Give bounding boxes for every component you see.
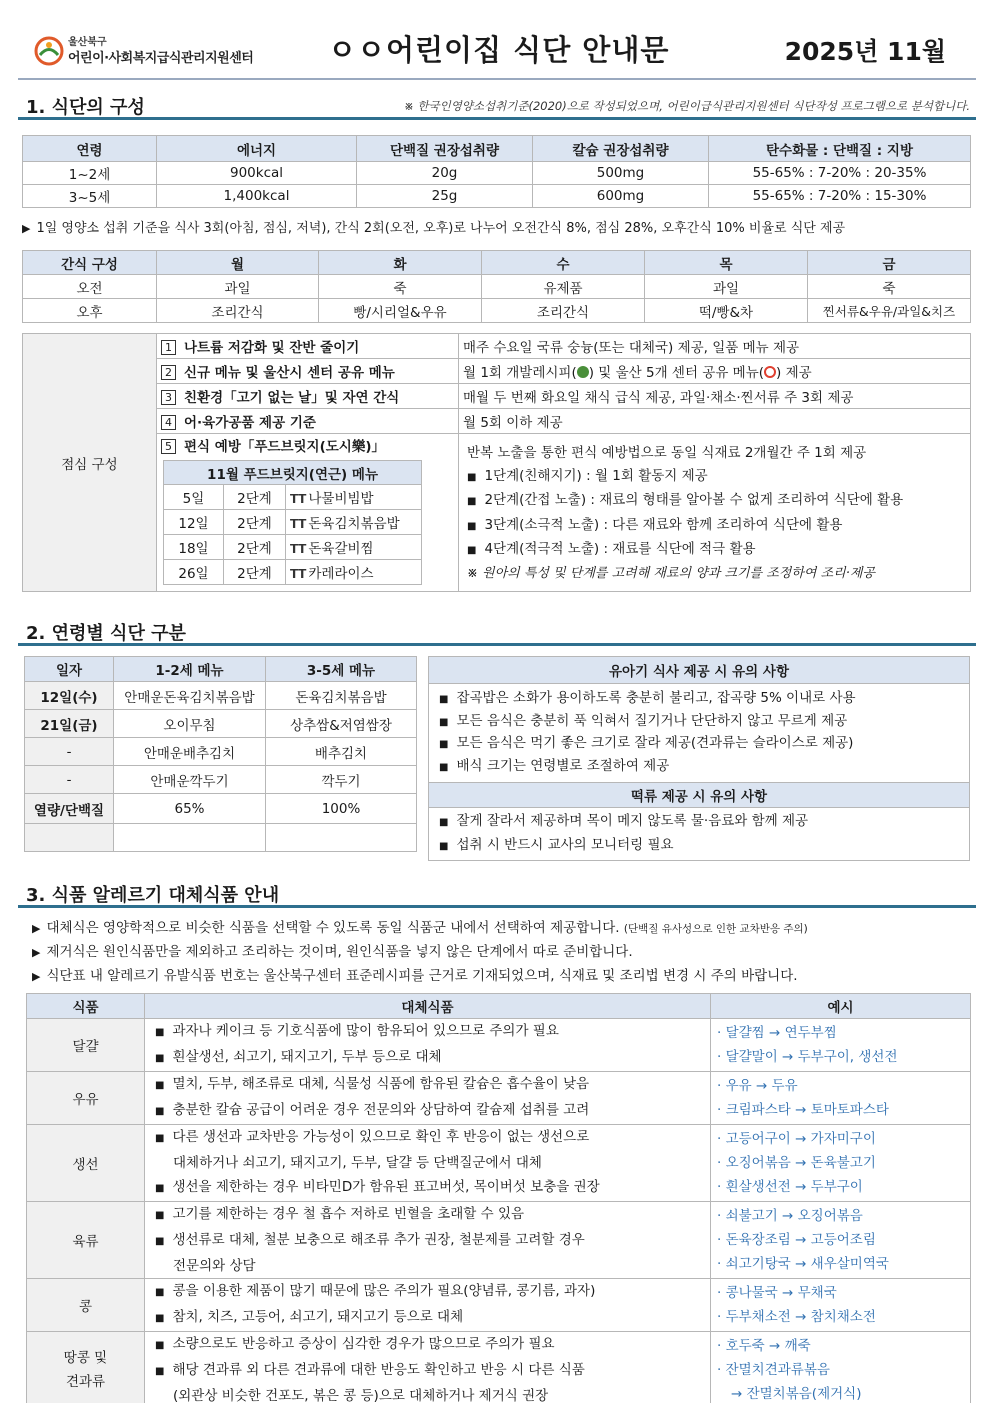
square-bullet-icon: ■ [439, 817, 449, 828]
lunch-item-title [157, 434, 458, 460]
snack-cell: 오전 [23, 275, 157, 299]
allergy-food: 콩 [27, 1279, 145, 1332]
age-menu-header: 1-2세 메뉴 [114, 657, 266, 682]
nutrition-cell: 3~5세 [23, 185, 157, 208]
foodbridge-step [467, 514, 962, 539]
lunch-item-desc [459, 359, 971, 384]
allergy-sub-text: 해당 견과류 외 다른 견과류에 대한 반응도 확인하고 반응 시 다른 식품 [172, 1362, 585, 1378]
square-bullet-icon: ■ [155, 1183, 165, 1194]
foodbridge-header: 11월 푸드브릿지(연근) 메뉴 [164, 461, 422, 485]
snack-header: 화 [319, 251, 482, 275]
snack-header: 목 [645, 251, 808, 275]
caution-item [439, 711, 959, 734]
square-bullet-icon: ■ [155, 1210, 165, 1221]
foodbridge-cell-menu [286, 535, 422, 560]
foodbridge-step-text: 2단계(간접 노출) : 재료의 형태를 알아볼 수 없게 조리하여 식단에 활용 [484, 492, 904, 508]
allergy-example-text: · 쇠고기탕국 → 새우살미역국 [717, 1256, 889, 1272]
allergy-sub-text: 멸치, 두부, 해조류로 대체, 식물성 식품에 함유된 칼슘은 흡수율이 낮음 [172, 1076, 590, 1092]
nutrition-cell: 55-65% : 7-20% : 15-30% [709, 185, 971, 208]
square-bullet-icon: ■ [439, 716, 449, 728]
table-row [164, 560, 422, 585]
snack-cell: 죽 [808, 275, 971, 299]
logo-region: 울산북구 [68, 37, 107, 48]
center-logo-icon [34, 36, 64, 66]
allergy-food: 생선 [27, 1125, 145, 1202]
section1-heading [18, 90, 976, 120]
caution-item [439, 733, 959, 756]
table-row [23, 299, 971, 323]
foodbridge-cell-menu [286, 485, 422, 510]
table-row [25, 682, 417, 710]
allergy-sub [145, 1072, 711, 1125]
allergy-sub-item [155, 1045, 706, 1071]
lunch-item-text: 나트륨 저감화 및 잔반 줄이기 [184, 340, 360, 356]
foodbridge-step [467, 489, 962, 514]
foodbridge-desc-cell [459, 434, 971, 592]
allergy-sub-item [155, 1151, 706, 1175]
square-bullet-icon: ■ [467, 545, 477, 556]
age-menu-table [24, 656, 417, 852]
age-menu-date: 열량/단백질 [25, 794, 114, 824]
allergy-sub-text: 흰살생선, 쇠고기, 돼지고기, 두부 등으로 대체 [172, 1049, 442, 1065]
caution-header: 떡류 제공 시 유의 사항 [429, 783, 970, 808]
allergy-example-text: · 쇠불고기 → 오징어볶음 [717, 1208, 863, 1224]
lunch-item-desc: 월 5회 이하 제공 [459, 409, 971, 434]
nutrition-cell: 900kcal [157, 162, 357, 185]
foodbridge-menu-text: 돈육갈비찜 [308, 541, 374, 557]
snack-cell: 죽 [319, 275, 482, 299]
allergy-example-text: · 두부채소전 → 참치채소전 [717, 1309, 876, 1325]
table-row [27, 1332, 971, 1403]
caution-item [439, 834, 959, 858]
allergy-sub [145, 1332, 711, 1403]
nutrition-header: 탄수화물 : 단백질 : 지방 [709, 136, 971, 162]
allergy-note-small: (단백질 유사성으로 인한 교차반응 주의) [623, 923, 808, 935]
foodbridge-footnote: ※ 원아의 특성 및 단계를 고려해 재료의 양과 크기를 조정하여 조리·제공 [467, 565, 875, 581]
snack-header: 금 [808, 251, 971, 275]
number-box-icon: 2 [161, 365, 176, 380]
nutrition-cell: 500mg [533, 162, 709, 185]
caution-list [429, 808, 970, 861]
allergy-example-text: · 고등어구이 → 가자미구이 [717, 1131, 876, 1147]
allergy-sub-item [155, 1125, 706, 1151]
logo-center-name: 어린이·사회복지급식관리지원센터 [68, 51, 254, 66]
nutrition-header: 단백질 권장섭취량 [357, 136, 533, 162]
age-menu-cell: 안매운배추김치 [114, 738, 266, 766]
page-title: ㅇㅇ어린이집 식단 안내문 [328, 33, 670, 67]
allergy-example-text: · 크림파스타 → 토마토파스타 [717, 1102, 889, 1118]
allergy-sub-item [155, 1098, 706, 1124]
allergy-example-text: · 오징어볶음 → 돈육불고기 [717, 1155, 876, 1171]
table-row [27, 1019, 971, 1072]
age-menu-cell: 오이무침 [114, 710, 266, 738]
age-menu-date: 21일(금) [25, 710, 114, 738]
square-bullet-icon: ■ [439, 739, 449, 750]
shared-menu-icon [764, 366, 776, 378]
lunch-label: 점심 구성 [23, 334, 157, 592]
foodbridge-step-text: 4단계(적극적 노출) : 재료를 식단에 적극 활용 [484, 541, 756, 557]
daily-ratio-note [22, 217, 845, 236]
lunch-item-title [157, 334, 459, 359]
lunch-item-text: 신규 메뉴 및 울산시 센터 공유 메뉴 [184, 365, 395, 381]
square-bullet-icon: ■ [439, 694, 449, 705]
section2-title: 2. 연령별 식단 구분 [26, 623, 186, 644]
foodbridge-step-text: 3단계(소극적 노출) : 다른 재료와 함께 조리하여 식단에 활용 [484, 516, 843, 533]
allergy-table [26, 993, 971, 1403]
allergy-sub-text: (외관상 비슷한 건포도, 볶은 콩 등)으로 대체하거나 제거식 권장 [173, 1388, 549, 1403]
foodbridge-cell-step: 2단계 [224, 535, 286, 560]
age-menu-date: - [25, 738, 114, 766]
age-menu-cell: 배추김치 [266, 738, 417, 766]
foodbridge-step-text: 1단계(친해지기) : 월 1회 활동지 제공 [484, 467, 708, 484]
number-box-icon: 5 [161, 439, 176, 454]
allergy-sub-item [155, 1175, 706, 1201]
allergy-example-text: · 잔멸치견과류볶음 [717, 1362, 830, 1378]
allergy-example-text: · 흰살생선전 → 두부구이 [717, 1179, 863, 1195]
allergy-sub-text: 전문의와 상담 [173, 1258, 256, 1274]
number-box-icon: 1 [161, 340, 176, 355]
allergy-sub-text: 충분한 칼슘 공급이 어려운 경우 전문의와 상담하여 칼슘제 섭취를 고려 [172, 1102, 590, 1118]
allergy-sub-text: 참치, 치즈, 고등어, 쇠고기, 돼지고기 등으로 대체 [172, 1309, 464, 1325]
age-menu-cell [266, 824, 417, 852]
lunch-item-text: 편식 예방「푸드브릿지(도시樂)」 [184, 439, 385, 455]
allergy-example-text: · 달걀말이 → 두부구이, 생선전 [717, 1049, 898, 1065]
caution-table [428, 656, 970, 861]
lunch-item-desc: 매주 수요일 국류 숭늉(또는 대체국) 제공, 일품 메뉴 제공 [459, 334, 971, 359]
section2-heading [18, 616, 976, 646]
age-menu-cell [114, 824, 266, 852]
allergy-food: 땅콩 및 견과류 [27, 1332, 145, 1403]
foodbridge-cell-step: 2단계 [224, 510, 286, 535]
caution-item [439, 810, 959, 834]
allergy-food: 육류 [27, 1202, 145, 1279]
allergy-sub [145, 1202, 711, 1279]
page-header [18, 18, 976, 80]
utensils-icon: 𝗧𝗧 [290, 517, 307, 531]
square-bullet-icon: ■ [155, 1027, 165, 1038]
table-row [27, 1125, 971, 1202]
table-row [25, 766, 417, 794]
foodbridge-cell-date: 5일 [164, 485, 224, 510]
utensils-icon: 𝗧𝗧 [290, 492, 307, 506]
age-menu-date: - [25, 766, 114, 794]
foodbridge-cell-date: 18일 [164, 535, 224, 560]
age-menu-cell: 100% [266, 794, 417, 824]
foodbridge-cell-menu [286, 560, 422, 585]
snack-cell: 오후 [23, 299, 157, 323]
lunch-item-desc: 매월 두 번째 화요일 채식 급식 제공, 과일·채소·찐서류 주 3회 제공 [459, 384, 971, 409]
snack-table [22, 250, 971, 323]
foodbridge-step [467, 465, 962, 490]
lunch-item-title [157, 409, 459, 434]
foodbridge-cell-step: 2단계 [224, 560, 286, 585]
allergy-sub-text: 대체하거나 쇠고기, 돼지고기, 두부, 달걀 등 단백질군에서 대체 [173, 1155, 542, 1171]
foodbridge-menu-text: 돈육김치볶음밥 [308, 516, 400, 532]
allergy-header: 예시 [711, 994, 971, 1019]
allergy-sub [145, 1125, 711, 1202]
snack-cell: 찐서류&우유/과일&치즈 [808, 299, 971, 323]
caution-text: 모든 음식은 먹기 좋은 크기로 잘라 제공(견과류는 슬라이스로 제공) [456, 735, 854, 751]
foodbridge-cell-date: 12일 [164, 510, 224, 535]
snack-header: 수 [482, 251, 645, 275]
page-month: 2025년 11월 [784, 37, 946, 66]
table-row [27, 1072, 971, 1125]
foodbridge-cell [157, 434, 459, 592]
nutrition-cell: 25g [357, 185, 533, 208]
square-bullet-icon: ■ [155, 1366, 165, 1377]
age-menu-date [25, 824, 114, 852]
square-bullet-icon: ■ [155, 1287, 165, 1298]
triangle-bullet-icon: ▶ [32, 922, 41, 935]
caution-text: 잡곡밥은 소화가 용이하도록 충분히 불리고, 잡곡량 5% 이내로 사용 [456, 690, 856, 706]
age-menu-header: 3-5세 메뉴 [266, 657, 417, 682]
allergy-example-text: · 달걀찜 → 연두부찜 [717, 1025, 837, 1041]
allergy-sub-text: 소량으로도 반응하고 증상이 심각한 경우가 많으므로 주의가 필요 [172, 1336, 555, 1352]
allergy-sub-item [155, 1279, 706, 1305]
caution-header: 유아기 식사 제공 시 유의 사항 [429, 657, 970, 684]
age-menu-cell: 상추쌈&저염쌈장 [266, 710, 417, 738]
age-menu-cell: 돈육김치볶음밥 [266, 682, 417, 710]
utensils-icon: 𝗧𝗧 [290, 567, 307, 581]
utensils-icon: 𝗧𝗧 [290, 542, 307, 556]
allergy-sub-text: 과자나 케이크 등 기호식품에 많이 함유되어 있으므로 주의가 필요 [172, 1023, 559, 1039]
foodbridge-desc: 반복 노출을 통한 편식 예방법으로 동일 식재료 2개월간 주 1회 제공 [467, 445, 867, 461]
allergy-example-text: · 호두죽 → 깨죽 [717, 1338, 811, 1354]
age-menu-date: 12일(수) [25, 682, 114, 710]
age-menu-header: 일자 [25, 657, 114, 682]
allergy-example [711, 1202, 971, 1279]
square-bullet-icon: ■ [155, 1053, 165, 1064]
allergy-header: 식품 [27, 994, 145, 1019]
nutrition-table [22, 135, 971, 208]
center-logo [34, 32, 284, 68]
allergy-header: 대체식품 [145, 994, 711, 1019]
number-box-icon: 3 [161, 390, 176, 405]
nutrition-header: 칼슘 권장섭취량 [533, 136, 709, 162]
allergy-example [711, 1019, 971, 1072]
allergy-note-text: 대체식은 영양학적으로 비슷한 식품을 선택할 수 있도록 동일 식품군 내에서 선택하여 제공합니다. [46, 920, 624, 936]
square-bullet-icon: ■ [155, 1106, 165, 1117]
allergy-example-text: · 돈육장조림 → 고등어조림 [717, 1232, 876, 1248]
lunch-desc-part: ) 제공 [776, 365, 812, 381]
section3-title: 3. 식품 알레르기 대체식품 안내 [26, 885, 280, 906]
table-row [25, 794, 417, 824]
allergy-sub-item [155, 1332, 706, 1358]
allergy-note [32, 964, 798, 984]
caution-list [429, 684, 970, 783]
triangle-bullet-icon: ▶ [22, 222, 31, 235]
snack-cell: 빵/시리얼&우유 [319, 299, 482, 323]
foodbridge-menu-text: 카레라이스 [308, 566, 374, 582]
triangle-bullet-icon: ▶ [32, 946, 41, 959]
snack-cell: 유제품 [482, 275, 645, 299]
table-row [23, 162, 971, 185]
caution-item [439, 756, 959, 779]
allergy-food: 우유 [27, 1072, 145, 1125]
square-bullet-icon: ■ [155, 1236, 165, 1247]
allergy-example-text: → 잔멸치볶음(제거식) [731, 1386, 862, 1402]
allergy-sub-item [155, 1202, 706, 1228]
number-box-icon: 4 [161, 415, 176, 430]
allergy-note-text: 제거식은 원인식품만을 제외하고 조리하는 것이며, 원인식품을 넣지 않은 단계에서 따로 준비합니다. [46, 944, 633, 960]
square-bullet-icon: ■ [439, 841, 449, 852]
square-bullet-icon: ■ [155, 1340, 165, 1351]
nutrition-cell: 1,400kcal [157, 185, 357, 208]
allergy-sub-item [155, 1228, 706, 1254]
snack-cell: 과일 [157, 275, 319, 299]
foodbridge-menu-table [163, 460, 422, 585]
allergy-sub-item [155, 1019, 706, 1045]
allergy-sub-item [155, 1305, 706, 1331]
caution-text: 섭취 시 반드시 교사의 모니터링 필요 [456, 837, 674, 853]
daily-ratio-text: 1일 영양소 섭취 기준을 식사 3회(아침, 점심, 저녁), 간식 2회(오전, 오후)로 나누어 오전간식 8%, 점심 28%, 오후간식 10% 비율로 식단 제공 [36, 221, 846, 236]
allergy-sub-text: 콩을 이용한 제품이 많기 때문에 많은 주의가 필요(양념류, 콩기름, 과자) [172, 1283, 596, 1299]
snack-header: 간식 구성 [23, 251, 157, 275]
square-bullet-icon: ■ [467, 471, 477, 483]
allergy-note-text: 식단표 내 알레르기 유발식품 번호는 울산북구센터 표준레시피를 근거로 기재되었으며, 식재료 및 조리법 변경 시 주의 바랍니다. [46, 968, 798, 984]
allergy-example [711, 1125, 971, 1202]
lunch-item-text: 친환경「고기 없는 날」및 자연 간식 [184, 390, 400, 406]
allergy-note [32, 940, 633, 960]
allergy-food: 달걀 [27, 1019, 145, 1072]
allergy-sub-item [155, 1358, 706, 1384]
foodbridge-step [467, 538, 962, 563]
nutrition-cell: 600mg [533, 185, 709, 208]
allergy-sub-item [155, 1384, 706, 1403]
snack-cell: 과일 [645, 275, 808, 299]
snack-cell: 조리간식 [482, 299, 645, 323]
snack-header: 월 [157, 251, 319, 275]
nutrition-cell: 55-65% : 7-20% : 20-35% [709, 162, 971, 185]
section3-heading [18, 878, 976, 908]
square-bullet-icon: ■ [467, 520, 477, 532]
table-row [23, 275, 971, 299]
table-row [25, 710, 417, 738]
allergy-example [711, 1332, 971, 1403]
lunch-table [22, 333, 971, 592]
table-row [27, 1202, 971, 1279]
allergy-example [711, 1279, 971, 1332]
age-menu-cell: 안매운돈육김치볶음밥 [114, 682, 266, 710]
nutrition-cell: 1~2세 [23, 162, 157, 185]
snack-cell: 떡/빵&차 [645, 299, 808, 323]
table-row [164, 510, 422, 535]
caution-text: 모든 음식은 충분히 푹 익혀서 질기거나 단단하지 않고 무르게 제공 [456, 712, 848, 729]
square-bullet-icon: ■ [155, 1133, 165, 1144]
foodbridge-menu-text: 나물비빔밥 [308, 491, 374, 507]
allergy-sub [145, 1019, 711, 1072]
caution-item [439, 688, 959, 711]
foodbridge-cell-date: 26일 [164, 560, 224, 585]
table-row [25, 824, 417, 852]
allergy-sub-text: 다른 생선과 교차반응 가능성이 있으므로 확인 후 반응이 없는 생선으로 [172, 1129, 590, 1145]
snack-cell: 조리간식 [157, 299, 319, 323]
lunch-item-title [157, 384, 459, 409]
triangle-bullet-icon: ▶ [32, 970, 41, 983]
allergy-example [711, 1072, 971, 1125]
allergy-sub-item [155, 1072, 706, 1098]
allergy-example-text: · 우유 → 두유 [717, 1078, 798, 1094]
age-menu-cell: 깍두기 [266, 766, 417, 794]
table-row [25, 738, 417, 766]
table-row [23, 185, 971, 208]
nutrition-header: 에너지 [157, 136, 357, 162]
square-bullet-icon: ■ [467, 496, 477, 507]
recipe-character-icon [577, 366, 589, 378]
allergy-note [32, 916, 808, 936]
square-bullet-icon: ■ [439, 761, 449, 773]
allergy-sub-text: 고기를 제한하는 경우 철 흡수 저하로 빈혈을 초래할 수 있음 [172, 1206, 525, 1222]
lunch-desc-part: ) 및 울산 5개 센터 공유 메뉴( [588, 365, 765, 381]
allergy-sub [145, 1279, 711, 1332]
allergy-sub-text: 생선을 제한하는 경우 비타민D가 함유된 표고버섯, 목이버섯 보충을 권장 [172, 1179, 600, 1195]
lunch-item-title [157, 359, 459, 384]
section1-title: 1. 식단의 구성 [26, 97, 145, 118]
caution-text: 잘게 잘라서 제공하며 목이 메지 않도록 물·음료와 함께 제공 [456, 813, 809, 829]
foodbridge-cell-step: 2단계 [224, 485, 286, 510]
square-bullet-icon: ■ [155, 1080, 165, 1091]
age-menu-cell: 65% [114, 794, 266, 824]
table-row [164, 485, 422, 510]
section1-note: ※ 한국인영양소섭취기준(2020)으로 작성되었으며, 어린이급식관리지원센터 식단작성 프로그램으로 분석합니다. [404, 99, 970, 113]
allergy-sub-item [155, 1254, 706, 1278]
lunch-item-text: 어·육가공품 제공 기준 [184, 415, 316, 431]
table-row [27, 1279, 971, 1332]
caution-text: 배식 크기는 연령별로 조절하여 제공 [456, 757, 670, 774]
foodbridge-cell-menu [286, 510, 422, 535]
allergy-sub-text: 생선류로 대체, 철분 보충으로 해조류 추가 권장, 철분제를 고려할 경우 [172, 1232, 585, 1248]
nutrition-cell: 20g [357, 162, 533, 185]
lunch-desc-part: 월 1회 개발레시피( [463, 365, 577, 381]
table-row [164, 535, 422, 560]
nutrition-header: 연령 [23, 136, 157, 162]
allergy-example-text: · 콩나물국 → 무채국 [717, 1285, 837, 1301]
square-bullet-icon: ■ [155, 1313, 165, 1324]
age-menu-cell: 안매운깍두기 [114, 766, 266, 794]
